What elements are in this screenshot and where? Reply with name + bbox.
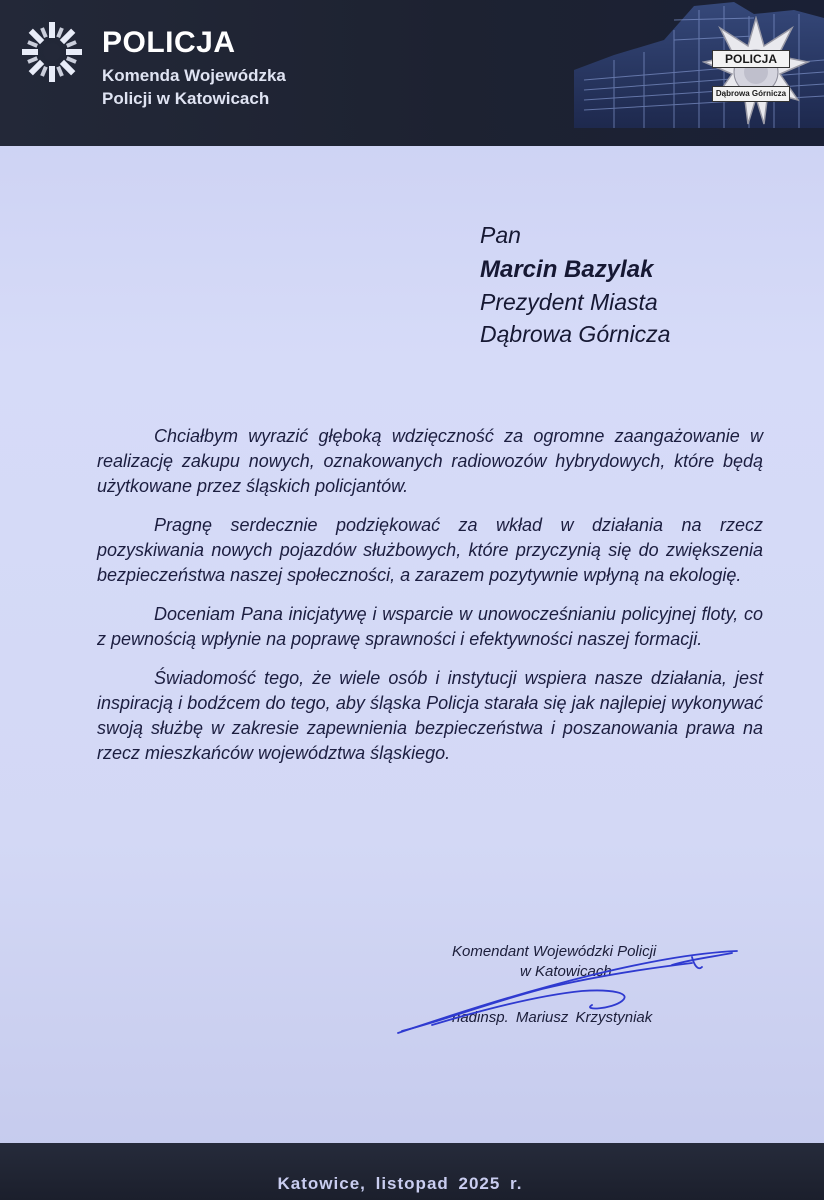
recipient-title-line2: Dąbrowa Górnicza	[480, 321, 671, 347]
paragraph: Chciałbym wyrazić głęboką wdzięczność za ogromne zaangażowanie w realizację zakupu nowych, oznakowanych radiowozów hybrydowych, które będą użytkowane przez śląskich policjantów.	[97, 426, 763, 496]
police-star-icon	[18, 18, 86, 86]
brand-subtitle-line1: Komenda Wojewódzka	[102, 66, 286, 85]
paragraph: Doceniam Pana inicjatywę i wsparcie w unowocześnianiu policyjnej floty, co z pewnością wpłynie na poprawę sprawności i efektywności naszej formacji.	[97, 604, 763, 649]
paragraph: Świadomość tego, że wiele osób i instytucji wspiera nasze działania, jest inspiracją i bodźcem do tego, aby śląska Policja starała się jak najlepiej wykonywać swoją służbę w zakresie zapewnienia bezpieczeństwa i poszanowania prawa na rzecz mieszkańców województwa śląskiego.	[97, 668, 763, 763]
signatory-role-line2: w Katowicach	[520, 963, 612, 980]
place-and-date: Katowice, listopad 2025 r.	[277, 1174, 523, 1193]
signatory-role-line1: Komendant Wojewódzki Policji	[452, 943, 657, 960]
brand-title: POLICJA	[102, 26, 236, 59]
brand-subtitle-line2: Policji w Katowicach	[102, 89, 270, 108]
badge-label-bottom: Dąbrowa Górnicza	[712, 86, 790, 102]
paragraph: Pragnę serdecznie podziękować za wkład w działania na rzecz pozyskiwania nowych pojazdów służbowych, które przyczynią się do zwiększenia bezpieczeństwa naszej społeczności, a zarazem pozytywnie wpłyną na ekologię.	[97, 515, 763, 585]
handwritten-signature	[392, 935, 752, 1040]
city-police-badge-icon	[702, 16, 810, 128]
letter-body	[97, 424, 763, 780]
letterhead	[0, 0, 824, 146]
recipient-salutation: Pan	[480, 222, 521, 248]
recipient-name: Marcin Bazylak	[480, 256, 654, 283]
badge-label-top: POLICJA	[712, 50, 790, 68]
recipient-title-line1: Prezydent Miasta	[480, 289, 658, 315]
signatory-name: nadinsp. Mariusz Krzystyniak	[452, 1009, 653, 1026]
